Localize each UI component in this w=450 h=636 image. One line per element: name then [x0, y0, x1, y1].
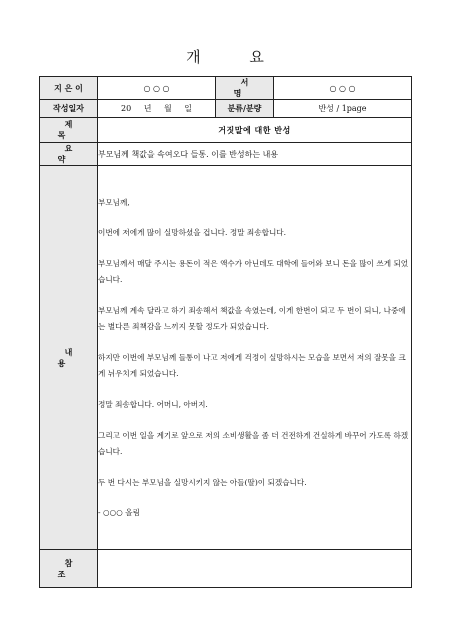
signoff-text: - ○○○ 올림: [98, 507, 140, 517]
reference-row: [40, 550, 412, 588]
salutation-text: 부모님께,: [98, 197, 130, 207]
reference-label: 참 조: [40, 550, 98, 588]
paragraph-6: 그리고 이번 일을 계기로 앞으로 저의 소비생활을 좀 더 건전하게 건실하게 바꾸어 가도록 하겠습니다.: [98, 430, 409, 456]
paragraph-4: 하지만 이번에 부모님께 들통이 나고 저에게 걱정이 실망하시는 모습을 보면서 저의 잘못을 크게 뉘우치게 되었습니다.: [98, 352, 406, 378]
summary-value: 부모님께 책값을 속여오다 들통. 이를 반성하는 내용: [98, 143, 412, 166]
subject-row: [40, 118, 412, 143]
date-label: 작성일자: [40, 100, 98, 118]
subject-label: 제 목: [40, 118, 98, 143]
content-body: [98, 166, 412, 550]
summary-row: [40, 143, 412, 166]
category-label: 분류/분량: [216, 100, 274, 118]
reference-value: [98, 550, 412, 588]
author-value: ○ ○ ○: [98, 77, 216, 100]
signature-label: 서 명: [216, 77, 274, 100]
paragraph-7: 두 번 다시는 부모님을 실망시키지 않는 아들(딸)이 되겠습니다.: [98, 477, 307, 487]
paragraph-5: 정말 죄송합니다. 어머니, 아버지.: [98, 399, 208, 409]
category-value: 반성 / 1page: [274, 100, 412, 118]
summary-label: 요 약: [40, 143, 98, 166]
author-label: 지 은 이: [40, 77, 98, 100]
subject-value: 거짓말에 대한 반성: [98, 118, 412, 143]
paragraph-2: 부모님께서 매달 주시는 용돈이 적은 액수가 아닌데도 대학에 들어와 보니 돈을 많이 쓰게 되었습니다.: [98, 258, 409, 284]
paragraph-3: 부모님께 계속 달라고 하기 죄송해서 책값을 속였는데, 이게 한번이 되고 두 번이 되니, 나중에는 별다른 죄책감을 느끼지 못할 정도가 되었습니다.: [98, 305, 406, 331]
paragraph-1: 이번에 저에게 많이 실망하셨을 겁니다. 정말 죄송합니다.: [98, 227, 287, 237]
document-title: 개 요: [186, 48, 286, 66]
date-value: 20 년 월 일: [98, 100, 216, 118]
content-label: 내 용: [40, 166, 98, 550]
date-row: [40, 100, 412, 118]
author-row: [40, 77, 412, 100]
content-row: [40, 166, 412, 550]
summary-table: [39, 76, 412, 588]
signature-value: ○ ○ ○: [274, 77, 412, 100]
